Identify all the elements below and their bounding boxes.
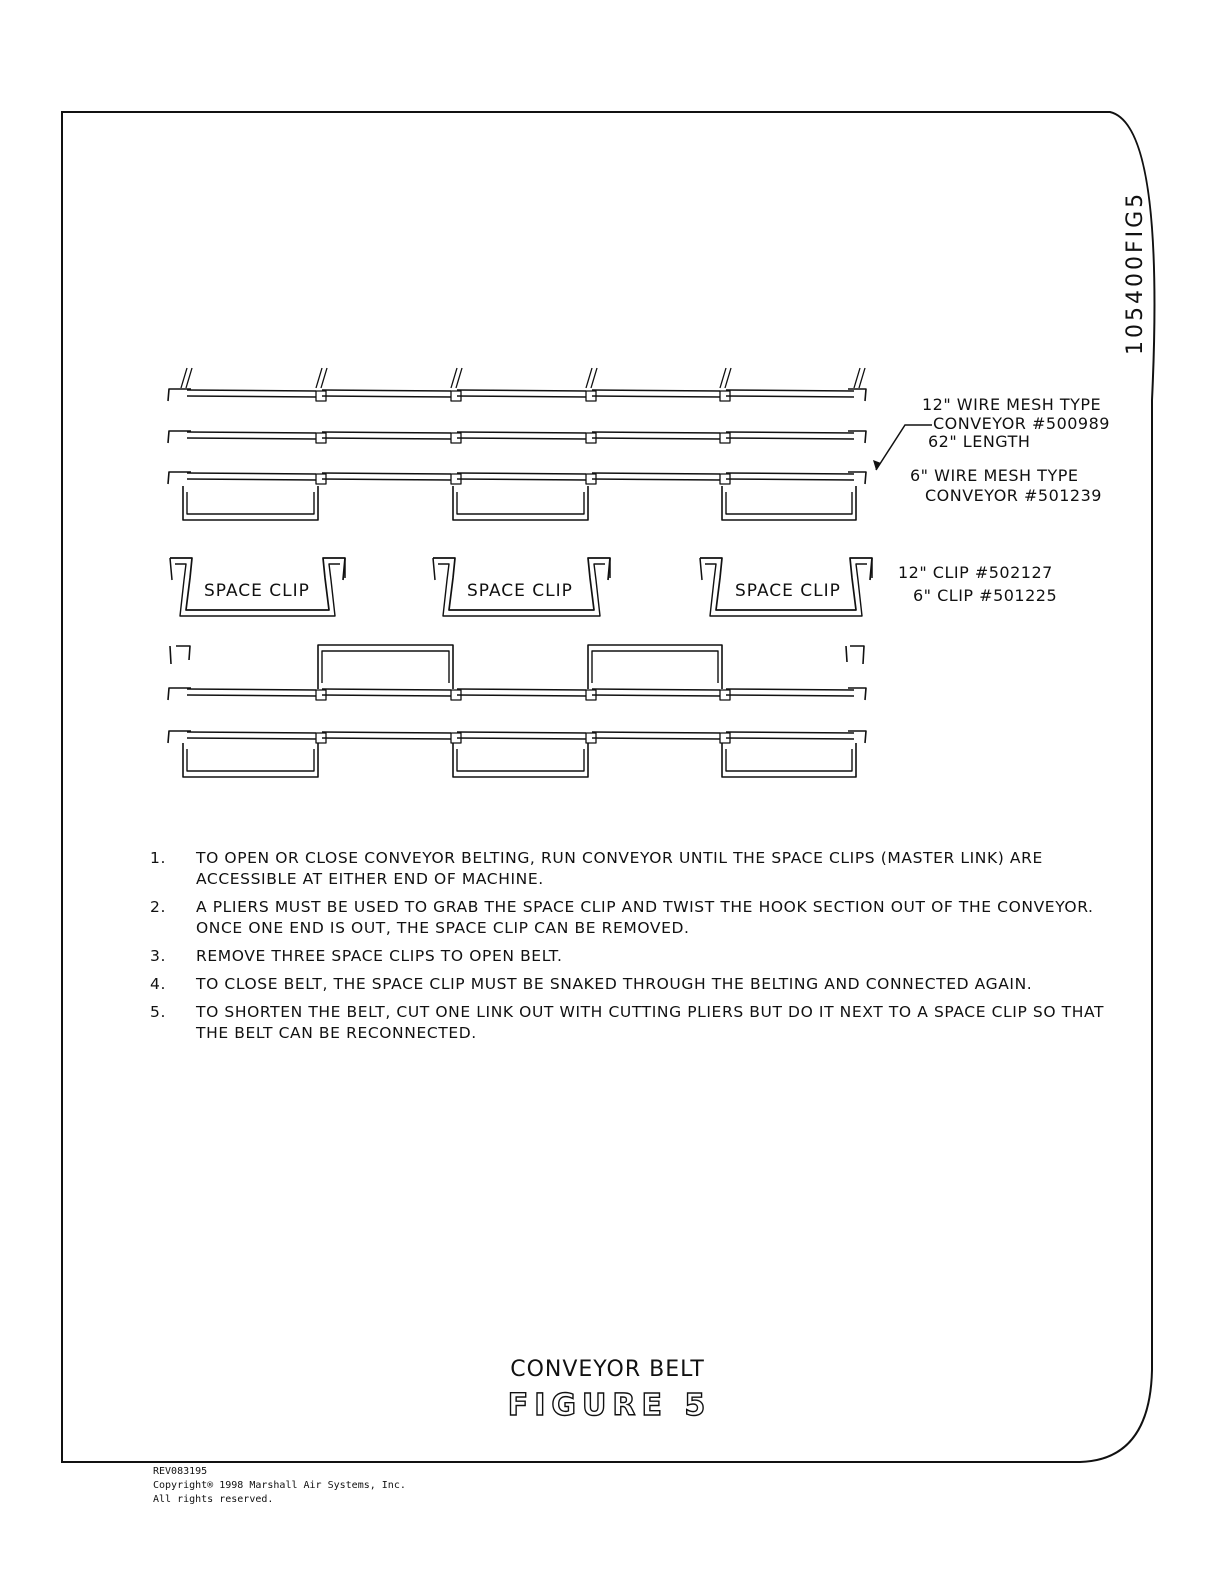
space-clip-hook [170,558,345,580]
instruction-number: 3. [150,947,166,965]
instruction-item [150,974,1130,995]
belt-rod [592,432,720,439]
belt-assembled [168,368,866,520]
instruction-item [150,897,1130,939]
copyright-notice: Copyright® 1998 Marshall Air Systems, Inc. [153,1480,406,1491]
belt-rod [457,390,586,397]
space-clip-label-2: SPACE CLIP [467,581,573,601]
instruction-item [150,946,1130,967]
instruction-item [150,1002,1130,1044]
belt-loop-lower [726,749,852,771]
space-clip-hook [700,558,872,580]
space-clip-label-3: SPACE CLIP [735,581,841,601]
callout-6-wire-line2: CONVEYOR #501239 [925,486,1102,505]
hook-end [168,731,191,743]
belt-rod [457,732,586,739]
belt-loop-upper [322,651,449,683]
belt-loop-lower [183,486,318,520]
open-end-hook [846,646,864,664]
belt-rod [457,689,586,696]
wire-riser [316,368,327,388]
belt-rod [322,689,451,696]
belt-rod [592,732,720,739]
belt-rod [457,473,586,480]
belt-rod [322,732,451,739]
belt-rod [187,473,316,480]
belt-rod [726,732,854,739]
belt-rod [726,689,854,696]
revision-code: REV083195 [153,1466,208,1477]
sheet-border [62,112,1154,1462]
belt-loop-lower [722,743,856,777]
callout-6-clip: 6" CLIP #501225 [913,586,1058,605]
belt-loop-lower [453,486,588,520]
belt-loop-lower [457,749,584,771]
belt-rod [592,473,720,480]
belt-loop-lower [183,743,318,777]
callout-leader [876,425,932,470]
callout-6-wire-line1: 6" WIRE MESH TYPE [910,466,1079,485]
belt-loop-lower [726,492,852,514]
belt-loop-lower [453,743,588,777]
belt-loop-lower [187,492,314,514]
hook-end [168,389,191,401]
open-end-hook [170,646,190,664]
belt-rod [187,390,316,397]
wire-riser [720,368,731,388]
belt-rod [726,432,854,439]
instruction-number: 5. [150,1003,166,1021]
callout-12-wire-line1: 12" WIRE MESH TYPE [922,395,1102,414]
instruction-item [150,848,1130,890]
belt-loop-lower [722,486,856,520]
instruction-list [150,848,1130,1051]
belt-rod [322,390,451,397]
belt-loop-upper [592,651,718,683]
wire-riser [854,368,865,388]
belt-rod [726,390,854,397]
belt-rod [592,689,720,696]
belt-rod [457,432,586,439]
belt-loop-lower [457,492,584,514]
belt-rod [187,432,316,439]
instruction-number: 1. [150,849,166,867]
belt-rod [187,732,316,739]
instruction-text: REMOVE THREE SPACE CLIPS TO OPEN BELT. [196,947,563,965]
callout-12-wire-line3: 62" LENGTH [928,432,1031,451]
hook-end [168,688,191,700]
caption-figure: FIGURE 5 [507,1388,712,1423]
rights-notice: All rights reserved. [153,1494,274,1505]
instruction-text: TO OPEN OR CLOSE CONVEYOR BELTING, RUN CONVEYOR UNTIL THE SPACE CLIPS (MASTER LINK) ARE ACCESSIBLE AT EITHER END OF MACHINE. [196,849,1043,888]
belt-rod [592,390,720,397]
caption-title: CONVEYOR BELT [510,1357,705,1382]
belt-opened [168,645,866,777]
instruction-number: 2. [150,898,166,916]
wire-riser [586,368,597,388]
space-clip-hook [433,558,610,580]
hook-end [168,431,191,443]
instruction-text: A PLIERS MUST BE USED TO GRAB THE SPACE CLIP AND TWIST THE HOOK SECTION OUT OF THE CONVEYOR. ONCE ONE END IS OUT, THE SPACE CLIP CAN BE REMOVED. [196,898,1094,937]
wire-riser [451,368,462,388]
instruction-number: 4. [150,975,166,993]
space-clip-label-1: SPACE CLIP [204,581,310,601]
instruction-text: TO CLOSE BELT, THE SPACE CLIP MUST BE SNAKED THROUGH THE BELTING AND CONNECTED AGAIN. [196,975,1033,993]
belt-rod [726,473,854,480]
belt-loop-lower [187,749,314,771]
belt-rod [322,432,451,439]
drawing-id: 105400FIG5 [1123,190,1148,355]
instruction-text: TO SHORTEN THE BELT, CUT ONE LINK OUT WITH CUTTING PLIERS BUT DO IT NEXT TO A SPACE CLIP SO THAT THE BELT CAN BE RECONNECTED. [196,1003,1105,1042]
callout-12-clip: 12" CLIP #502127 [898,563,1053,582]
wire-riser [181,368,192,388]
belt-rod [187,689,316,696]
belt-rod [322,473,451,480]
hook-end [168,472,191,484]
callout-12-wire-line2: CONVEYOR #500989 [933,414,1110,433]
